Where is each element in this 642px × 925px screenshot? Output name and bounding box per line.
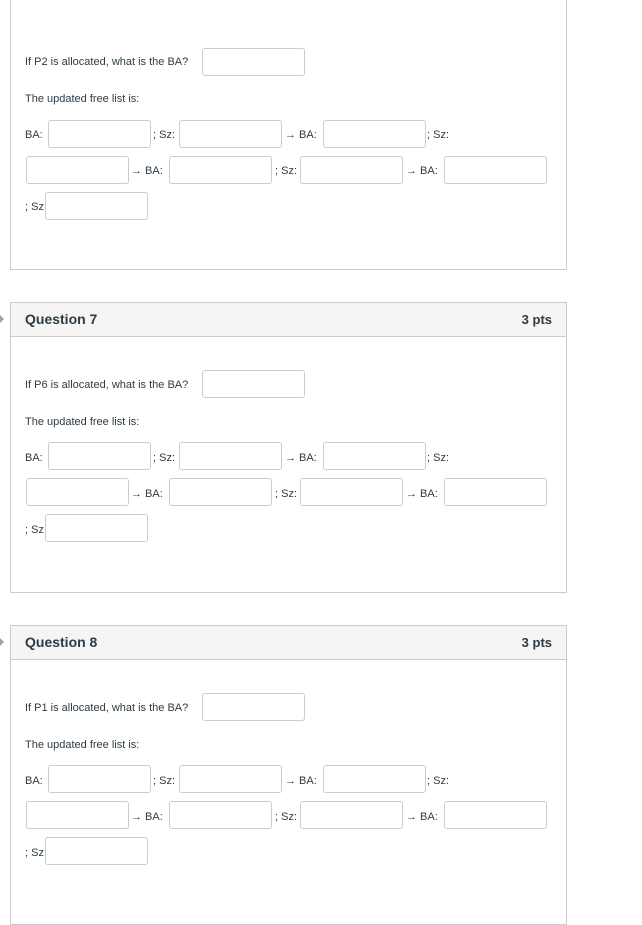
question-points: 3 pts	[521, 635, 552, 650]
question-prompt: If P2 is allocated, what is the BA?	[25, 56, 189, 68]
arrow-ba-label: → BA:	[131, 811, 163, 823]
free-list-ba-input-3[interactable]	[169, 156, 272, 184]
free-list-sz-input-1[interactable]	[179, 442, 282, 470]
sz-label: ; Sz	[25, 201, 44, 213]
free-list-sz-input-2[interactable]	[26, 478, 129, 506]
question-title: Question 8	[25, 634, 98, 650]
question-marker-icon	[0, 315, 4, 323]
free-list-ba-input-4[interactable]	[444, 156, 547, 184]
free-list-heading: The updated free list is:	[25, 416, 140, 428]
arrow-ba-label: → BA:	[131, 488, 163, 500]
arrow-ba-label: → BA:	[131, 165, 163, 177]
question-card-8	[10, 625, 567, 925]
question-header	[11, 303, 566, 337]
free-list-ba-input-1[interactable]	[48, 765, 151, 793]
sz-label: ; Sz:	[153, 452, 176, 464]
sz-label: ; Sz:	[427, 452, 450, 464]
free-list-ba-input-2[interactable]	[323, 765, 426, 793]
arrow-ba-label: → BA:	[285, 452, 317, 464]
question-title: Question 7	[25, 311, 98, 327]
free-list-sz-input-1[interactable]	[179, 765, 282, 793]
question-points: 3 pts	[521, 312, 552, 327]
free-list-sz-input-4[interactable]	[45, 837, 148, 865]
question-prompt: If P1 is allocated, what is the BA?	[25, 702, 189, 714]
arrow-ba-label: → BA:	[406, 165, 438, 177]
free-list-ba-input-2[interactable]	[323, 442, 426, 470]
question-card-6	[10, 0, 567, 270]
free-list-sz-input-2[interactable]	[26, 156, 129, 184]
sz-label: ; Sz:	[275, 488, 298, 500]
free-list-ba-input-3[interactable]	[169, 801, 272, 829]
free-list-sz-input-2[interactable]	[26, 801, 129, 829]
sz-label: ; Sz:	[427, 775, 450, 787]
free-list-ba-input-4[interactable]	[444, 478, 547, 506]
arrow-ba-label: → BA:	[406, 811, 438, 823]
sz-label: ; Sz:	[275, 165, 298, 177]
ba-label: BA:	[25, 129, 43, 141]
question-prompt: If P6 is allocated, what is the BA?	[25, 379, 189, 391]
free-list-ba-input-4[interactable]	[444, 801, 547, 829]
ba-label: BA:	[25, 452, 43, 464]
arrow-ba-label: → BA:	[285, 129, 317, 141]
ba-answer-input[interactable]	[202, 48, 305, 76]
free-list-sz-input-4[interactable]	[45, 514, 148, 542]
sz-label: ; Sz	[25, 524, 44, 536]
free-list-ba-input-2[interactable]	[323, 120, 426, 148]
free-list-ba-input-1[interactable]	[48, 442, 151, 470]
sz-label: ; Sz:	[153, 775, 176, 787]
question-header	[11, 626, 566, 660]
free-list-heading: The updated free list is:	[25, 739, 140, 751]
free-list-sz-input-3[interactable]	[300, 156, 403, 184]
free-list-sz-input-3[interactable]	[300, 801, 403, 829]
sz-label: ; Sz:	[153, 129, 176, 141]
question-marker-icon	[0, 638, 4, 646]
free-list-sz-input-1[interactable]	[179, 120, 282, 148]
sz-label: ; Sz	[25, 847, 44, 859]
free-list-heading: The updated free list is:	[25, 93, 140, 105]
ba-answer-input[interactable]	[202, 693, 305, 721]
free-list-sz-input-3[interactable]	[300, 478, 403, 506]
ba-answer-input[interactable]	[202, 370, 305, 398]
arrow-ba-label: → BA:	[406, 488, 438, 500]
question-card-7	[10, 302, 567, 593]
free-list-ba-input-1[interactable]	[48, 120, 151, 148]
sz-label: ; Sz:	[427, 129, 450, 141]
free-list-sz-input-4[interactable]	[45, 192, 148, 220]
arrow-ba-label: → BA:	[285, 775, 317, 787]
ba-label: BA:	[25, 775, 43, 787]
sz-label: ; Sz:	[275, 811, 298, 823]
free-list-ba-input-3[interactable]	[169, 478, 272, 506]
